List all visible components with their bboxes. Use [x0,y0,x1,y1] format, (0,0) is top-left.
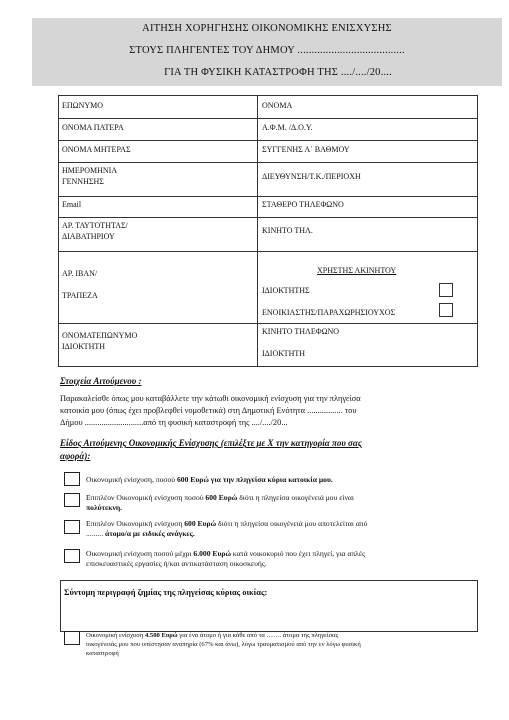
label-iban: ΑΡ. IBAN/ [62,269,98,278]
personal-details-table [58,95,478,367]
aid-option-4-label: Οικονομική ενίσχυση ποσού μέχρι [86,549,194,558]
label-birth-date-1: ΗΜΕΡΟΜΗΝΙΑ [62,166,118,175]
aid-option-2-checkbox[interactable] [64,493,80,507]
aid-option-4-text [86,549,476,569]
label-owner-mobile-2: ΙΔΙΟΚΤΗΤΗ [262,349,306,358]
request-line-2: κατοικία μου (όπως έχει προβλεφθεί νομοθετικά) στη Δημοτική Ενότητα ................. του [60,406,357,415]
label-owner-fullname-2: ΙΔΙΟΚΤΗΤΗ [62,342,106,351]
header-title-line1: ΑΙΤΗΣΗ ΧΟΡΗΓΗΣΗΣ ΟΙΚΟΝΟΜΙΚΗΣ ΕΝΙΣΧΥΣΗΣ [142,23,392,34]
aid-option-1-text [86,475,476,485]
label-property-user: ΧΡΗΣΤΗΣ ΑΚΙΝΗΤΟΥ [317,266,397,275]
label-relative: ΣΥΓΓΕΝΗΣ Α΄ ΒΑΘΜΟΥ [262,145,350,154]
label-father-name: ΟΝΟΜΑ ΠΑΤΕΡΑ [62,123,124,132]
aid-option-3-label: Επιπλέον Οικονομική ενίσχυση [86,519,185,528]
label-tenant: ΕΝΟΙΚΙΑΣΤΗΣ/ΠΑΡΑΧΩΡΗΣΙΟΥΧΟΣ [262,308,396,317]
tenant-checkbox[interactable] [439,303,453,317]
label-id-number-2: ΔΙΑΒΑΤΗΡΙΟΥ [62,232,115,241]
owner-checkbox[interactable] [439,283,453,297]
aid-option-3-text [86,519,476,539]
aid-option-4-reason: κατά νοικοκυριό που έχει πληγεί, για απλές [231,549,366,558]
aid-option-2-label: Επιπλέον Οικονομική ενίσχυση ποσού [86,493,206,502]
aid-option-2-amount: 600 Ευρώ [205,493,238,502]
aid-option-1-label: Οικονομική ενίσχυση, ποσού [86,475,177,484]
aid-option-2-text [86,493,476,513]
table-row-divider [59,251,477,252]
label-birth-date-2: ΓΕΝΝΗΣΗΣ [62,177,104,186]
aid-option-4-checkbox[interactable] [64,549,80,563]
label-address: ΔΙΕΥΘΥΝΣΗ/Τ.Κ./ΠΕΡΙΟΧΗ [262,172,361,181]
table-row-divider [59,323,477,324]
aid-option-4-amount: 6.000 Ευρώ [193,549,232,558]
label-landline: ΣΤΑΘΕΡΟ ΤΗΛΕΦΩΝΟ [262,200,344,209]
label-owner-mobile-1: ΚΙΝΗΤΟ ΤΗΛΕΦΩΝΟ [262,327,340,336]
label-mother-name: ΟΝΟΜΑ ΜΗΤΕΡΑΣ [62,145,131,154]
aid-option-2-condition: πολύτεκνη. [86,503,123,512]
aid-option-3-checkbox[interactable] [64,520,80,534]
disability-aid-line-3: καταστροφή [86,650,119,657]
damage-description-box[interactable] [60,580,478,632]
label-owner-fullname-1: ΟΝΟΜΑΤΕΠΩΝΥΜΟ [62,331,138,340]
table-row-divider [59,217,477,218]
table-row-divider [59,140,477,141]
aid-option-1-amount: 600 Ευρώ για την πληγείσα κύρια κατοικία μου. [176,475,333,484]
aid-option-2-reason: διότι η πληγείσα οικογένειά μου είναι [237,493,354,502]
table-divider [257,96,258,366]
disability-aid-line-1 [86,631,478,640]
aid-option-3-condition: άτομο/α με ειδικές ανάγκες. [104,529,195,538]
label-owner: ΙΔΙΟΚΤΗΤΗΣ [262,286,310,295]
aid-option-4-detail: επισκευαστικές εργασίες ή/και αντικατάσταση οικοσκευής. [86,559,267,568]
request-line-3: Δήμου ............................από τη φυσική καταστροφή της ..../..../20... [60,418,288,427]
disability-aid-label: Οικονομική ενίσχυση [86,632,145,639]
label-bank: ΤΡΑΠΕΖΑ [62,291,98,300]
form-header [32,18,502,86]
table-row-divider [59,118,477,119]
header-title-line3: ΓΙΑ ΤΗ ΦΥΣΙΚΗ ΚΑΤΑΣΤΡΟΦΗ ΤΗΣ ..../..../20.... [164,67,392,78]
aid-option-1-checkbox[interactable] [64,472,80,486]
label-name: ΟΝΟΜΑ [262,101,293,110]
table-row-divider [59,196,477,197]
disability-aid-detail: για ένα άτομο ή για κάθε από τα ……. άτομα της πληγείσας [177,632,339,639]
damage-description-title: Σύντομη περιγραφή ζημίας της πληγείσας κύριας οικίας: [64,588,268,597]
disability-aid-line-2: οικογένειάς μου που υπέστησαν αναπηρία (67% και άνω), λόγω τραυματισμού από την εν λόγω φυσική [86,641,361,648]
disability-aid-checkbox[interactable] [64,631,80,645]
header-title-line2: ΣΤΟΥΣ ΠΛΗΓΕΝΤΕΣ ΤΟΥ ΔΗΜΟΥ ...................................... [129,45,405,56]
label-mobile: ΚΙΝΗΤΟ ΤΗΛ. [262,226,313,235]
label-surname: ΕΠΩΝΥΜΟ [62,101,104,110]
aid-type-title-2: αφορά): [60,451,91,461]
aid-option-3-amount: 600 Ευρώ [184,519,217,528]
table-row-divider [59,162,477,163]
aid-type-title: Είδος Αιτούμενης Οικονομικής Ενίσχυσης (επιλέξτε με Χ την κατηγορία που σας [60,438,362,448]
label-id-number-1: ΑΡ. ΤΑΥΤΟΤΗΤΑΣ/ [62,221,128,230]
label-afm-doy: Α.Φ.Μ. /Δ.Ο.Υ. [262,123,313,132]
aid-option-3-count: ......... [86,529,105,538]
disability-aid-amount: 4.500 Ευρώ [144,632,178,639]
request-section-title: Στοιχεία Αιτούμενου : [60,376,142,386]
aid-option-3-reason: διότι η πληγείσα οικογένειά μου αποτελείται από [216,519,368,528]
label-email: Email [62,200,82,209]
request-line-1: Παρακαλείσθε όπως μου καταβάλλετε την κάτωθι οικονομική ενίσχυση για την πληγείσα [60,394,361,403]
